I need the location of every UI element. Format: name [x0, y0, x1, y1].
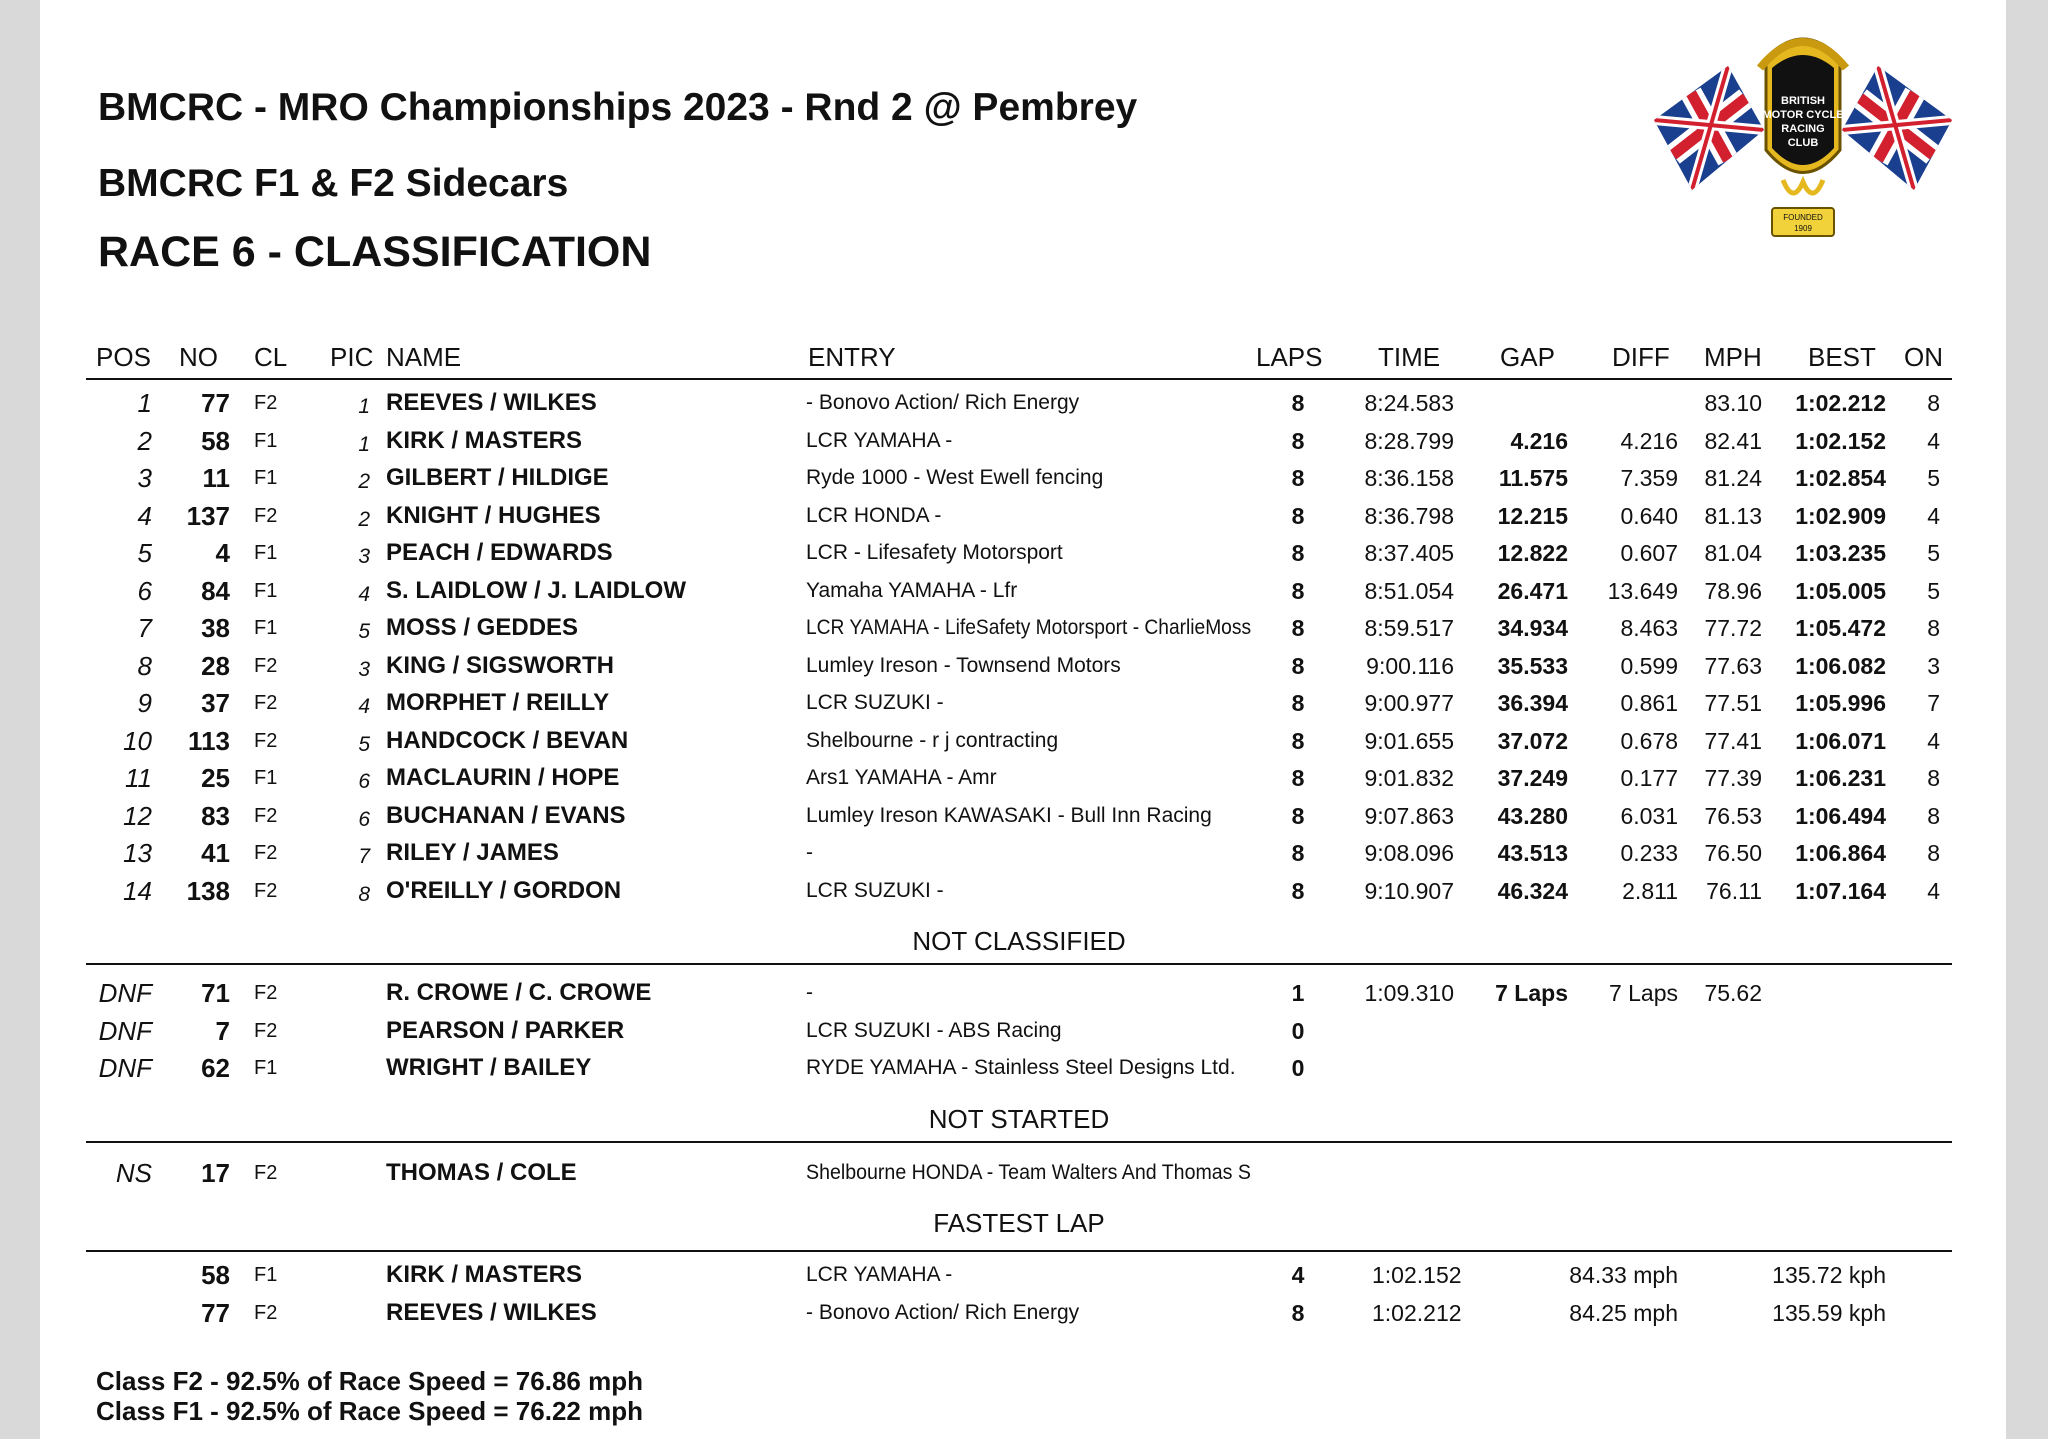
race-number: 62	[201, 1053, 230, 1083]
not-classified-row	[0, 1049, 2048, 1087]
col-laps: LAPS	[1256, 342, 1323, 372]
footer-f2-speed: Class F2 - 92.5% of Race Speed = 76.86 mph	[96, 1366, 643, 1396]
col-pic: PIC	[330, 342, 374, 372]
rider-names: KING / SIGSWORTH	[386, 651, 614, 679]
status: NS	[115, 1158, 152, 1188]
position: 11	[125, 763, 152, 793]
mph: 82.41	[1704, 427, 1762, 454]
race-time: 8:24.583	[1364, 390, 1454, 416]
race-time: 9:08.096	[1364, 840, 1454, 866]
mph: 77.51	[1704, 690, 1762, 716]
entry: LCR YAMAHA - LifeSafety Motorsport - CharlieMoss	[806, 616, 1252, 639]
mph: 77.41	[1704, 727, 1762, 754]
best-lap: 1:02.854	[1795, 465, 1886, 491]
not-started-row	[0, 1154, 2048, 1192]
race-time: 8:59.517	[1364, 615, 1454, 641]
speed-kph: 135.59 kph	[1772, 1299, 1886, 1326]
class: F1	[254, 542, 278, 564]
result-row	[0, 534, 2048, 572]
entry: Ryde 1000 - West Ewell fencing	[806, 466, 1104, 489]
position: 6	[137, 575, 152, 606]
class: F2	[254, 392, 278, 414]
race-number: 71	[201, 978, 230, 1008]
position: 1	[137, 388, 152, 418]
position-in-class: 2	[358, 507, 370, 531]
best-on-lap: 7	[1927, 690, 1940, 716]
position-in-class: 7	[358, 845, 370, 868]
position-in-class: 3	[358, 657, 370, 681]
race-number: 58	[201, 425, 230, 456]
rider-names: S. LAIDLOW / J. LAIDLOW	[386, 576, 686, 604]
position: 3	[137, 463, 152, 493]
race-time: 8:36.798	[1364, 502, 1454, 529]
col-time: TIME	[1378, 342, 1441, 372]
class: F1	[254, 1264, 278, 1286]
result-row	[0, 797, 2048, 835]
diff: 7 Laps	[1608, 980, 1678, 1006]
laps: 8	[1291, 877, 1305, 904]
class: F1	[254, 617, 278, 639]
entry: Yamaha YAMAHA - Lfr	[806, 578, 1018, 602]
class: F2	[254, 879, 278, 902]
race-number: 113	[188, 725, 230, 756]
position: 12	[123, 800, 152, 831]
logo-year: 1909	[1794, 224, 1812, 233]
entry: LCR SUZUKI - ABS Racing	[806, 1018, 1062, 1042]
rider-names: REEVES / WILKES	[386, 389, 597, 416]
best-on-lap: 5	[1927, 577, 1940, 604]
class: F2	[254, 504, 278, 527]
race-number: 84	[201, 575, 230, 606]
race-number: 37	[201, 688, 230, 718]
rider-names: HANDCOCK / BEVAN	[386, 726, 629, 754]
entry: Shelbourne HONDA - Team Walters And Thomas S	[806, 1161, 1251, 1184]
fastest-lap-row	[0, 1294, 2048, 1332]
position-in-class: 1	[358, 395, 370, 418]
status: DNF	[98, 1015, 152, 1046]
best-lap: 1:06.494	[1795, 802, 1886, 829]
best-lap: 1:06.082	[1795, 652, 1886, 679]
class: F1	[254, 467, 278, 489]
result-row	[0, 684, 2048, 722]
not-started-title: NOT STARTED	[928, 1104, 1110, 1134]
diff: 0.599	[1620, 652, 1678, 679]
class: F1	[254, 767, 278, 789]
rider-names: GILBERT / HILDIGE	[386, 464, 609, 491]
position-in-class: 6	[358, 807, 370, 831]
laps: 0	[1291, 1017, 1305, 1044]
diff: 0.607	[1620, 540, 1678, 566]
position: 5	[137, 538, 152, 568]
col-on: ON	[1904, 342, 1943, 372]
mph: 77.72	[1704, 615, 1762, 641]
best-on-lap: 8	[1927, 390, 1940, 416]
entry: - Bonovo Action/ Rich Energy	[806, 391, 1080, 414]
race-time: 9:01.832	[1364, 765, 1454, 791]
result-row	[0, 422, 2048, 460]
event-title: BMCRC - MRO Championships 2023 - Rnd 2 @ Pembrey	[98, 86, 1138, 129]
position-in-class: 3	[358, 545, 370, 568]
race-time: 8:37.405	[1364, 540, 1454, 566]
diff: 0.640	[1620, 502, 1678, 529]
mph: 81.13	[1704, 502, 1762, 529]
class: F2	[254, 729, 278, 752]
position-in-class: 5	[358, 620, 370, 643]
position: 14	[123, 875, 152, 906]
position: 10	[123, 725, 152, 756]
laps: 0	[1291, 1055, 1305, 1081]
diff: 0.177	[1620, 765, 1678, 791]
best-lap: 1:06.231	[1795, 765, 1886, 791]
fastest-lap-row	[0, 1256, 2048, 1294]
best-lap: 1:05.005	[1795, 577, 1886, 604]
race-number: 58	[201, 1260, 230, 1290]
result-row	[0, 459, 2048, 497]
rider-names: R. CROWE / C. CROWE	[386, 979, 652, 1006]
laps: 8	[1291, 427, 1305, 454]
result-row	[0, 647, 2048, 685]
rider-names: KNIGHT / HUGHES	[386, 501, 601, 529]
mph: 76.11	[1706, 877, 1762, 904]
diff: 7.359	[1620, 465, 1678, 491]
speed-mph: 84.25 mph	[1569, 1299, 1678, 1326]
race-time: 9:01.655	[1364, 727, 1454, 754]
rider-names: REEVES / WILKES	[386, 1298, 597, 1326]
laps: 8	[1291, 577, 1305, 604]
rider-names: MACLAURIN / HOPE	[386, 764, 620, 791]
best-lap: 1:05.996	[1795, 690, 1886, 716]
race-number: 17	[201, 1158, 230, 1188]
rider-names: MOSS / GEDDES	[386, 614, 579, 641]
race-time: 9:07.863	[1364, 802, 1454, 829]
best-lap: 1:02.909	[1795, 502, 1886, 529]
lap-time: 1:02.212	[1372, 1299, 1462, 1326]
gap: 34.934	[1497, 615, 1568, 641]
laps: 8	[1291, 765, 1305, 791]
position: 8	[137, 650, 152, 681]
race-number: 7	[215, 1015, 230, 1046]
entry: LCR YAMAHA -	[806, 428, 953, 452]
race-number: 138	[186, 875, 230, 906]
lap-number: 8	[1291, 1299, 1305, 1326]
rider-names: WRIGHT / BAILEY	[386, 1054, 592, 1081]
not-classified-row	[0, 974, 2048, 1012]
rider-names: O'REILLY / GORDON	[386, 876, 622, 904]
entry: LCR SUZUKI -	[806, 878, 944, 902]
position-in-class: 4	[358, 695, 370, 718]
laps: 8	[1291, 390, 1305, 416]
race-number: 4	[215, 538, 230, 568]
position: 7	[137, 613, 152, 643]
entry: Lumley Ireson KAWASAKI - Bull Inn Racing	[806, 803, 1212, 827]
gap: 35.533	[1497, 652, 1568, 679]
entry: LCR HONDA -	[806, 503, 942, 527]
race-time: 9:00.116	[1366, 652, 1454, 679]
result-row	[0, 497, 2048, 535]
union-flag-left-icon	[1648, 60, 1778, 200]
best-lap: 1:02.212	[1795, 390, 1886, 416]
class: F2	[254, 654, 278, 677]
laps: 1	[1291, 980, 1305, 1006]
race-number: 77	[201, 388, 230, 418]
best-on-lap: 4	[1927, 502, 1940, 529]
diff: 0.678	[1620, 727, 1678, 754]
rider-names: BUCHANAN / EVANS	[386, 801, 626, 829]
diff: 13.649	[1607, 577, 1678, 604]
union-flag-right-icon	[1828, 60, 1958, 200]
entry: Shelbourne - r j contracting	[806, 728, 1059, 752]
entry: Lumley Ireson - Townsend Motors	[806, 653, 1121, 677]
class: F2	[254, 1019, 278, 1042]
col-gap: GAP	[1500, 342, 1555, 372]
speed-mph: 84.33 mph	[1569, 1262, 1678, 1288]
diff: 8.463	[1620, 615, 1678, 641]
mph: 83.10	[1704, 390, 1762, 416]
not-started-rule	[86, 1141, 1952, 1143]
rider-names: MORPHET / REILLY	[386, 689, 610, 716]
best-on-lap: 8	[1927, 840, 1940, 866]
position: 9	[137, 688, 152, 718]
class: F2	[254, 842, 278, 864]
position-in-class: 4	[358, 582, 370, 606]
class: F1	[254, 1057, 278, 1079]
entry: -	[806, 981, 813, 1004]
footer-f1-speed: Class F1 - 92.5% of Race Speed = 76.22 mph	[96, 1396, 643, 1426]
gap: 37.072	[1497, 727, 1568, 754]
race-number: 83	[201, 800, 230, 831]
gap: 12.215	[1497, 502, 1568, 529]
class: F2	[254, 1301, 278, 1324]
diff: 2.811	[1622, 877, 1678, 904]
fastest-lap-rule	[86, 1250, 1952, 1252]
race-number: 137	[186, 500, 230, 531]
race-time: 1:09.310	[1364, 980, 1454, 1006]
position-in-class: 2	[358, 470, 370, 493]
result-row	[0, 384, 2048, 422]
logo-text-line1: BRITISH	[1781, 95, 1825, 107]
race-number: 38	[201, 613, 230, 643]
mph: 77.63	[1704, 652, 1762, 679]
mph: 75.62	[1704, 980, 1762, 1006]
rider-names: THOMAS / COLE	[386, 1159, 577, 1186]
laps: 8	[1291, 540, 1305, 566]
result-row	[0, 834, 2048, 872]
laps: 8	[1291, 465, 1305, 491]
position-in-class: 8	[358, 882, 370, 906]
best-on-lap: 5	[1927, 540, 1940, 566]
best-on-lap: 8	[1927, 765, 1940, 791]
position: 4	[137, 500, 152, 531]
best-on-lap: 3	[1927, 652, 1940, 679]
status: DNF	[98, 1053, 152, 1083]
best-lap: 1:05.472	[1795, 615, 1886, 641]
mph: 76.50	[1704, 840, 1762, 866]
gap: 4.216	[1510, 427, 1568, 454]
laps: 8	[1291, 690, 1305, 716]
logo-text-line2: MOTOR CYCLE	[1762, 109, 1844, 121]
diff: 4.216	[1620, 427, 1678, 454]
diff: 0.861	[1620, 690, 1678, 716]
rider-names: PEARSON / PARKER	[386, 1016, 625, 1044]
best-on-lap: 4	[1927, 727, 1940, 754]
entry: -	[806, 841, 813, 864]
not-classified-title: NOT CLASSIFIED	[912, 926, 1126, 956]
diff: 0.233	[1620, 840, 1678, 866]
position: 13	[123, 838, 152, 868]
mph: 81.24	[1704, 465, 1762, 491]
race-number: 77	[201, 1297, 230, 1328]
fastest-lap-title: FASTEST LAP	[933, 1208, 1105, 1238]
entry: LCR SUZUKI -	[806, 691, 944, 714]
class: F2	[254, 692, 278, 714]
bmcrc-logo	[1648, 20, 1958, 250]
laps: 8	[1291, 652, 1305, 679]
entry: LCR - Lifesafety Motorsport	[806, 541, 1063, 564]
class: F2	[254, 804, 278, 827]
race-time: 8:28.799	[1364, 427, 1454, 454]
lap-number: 4	[1291, 1262, 1305, 1288]
laps: 8	[1291, 727, 1305, 754]
gap: 43.280	[1497, 802, 1568, 829]
mph: 76.53	[1704, 802, 1762, 829]
class: F2	[254, 982, 278, 1004]
logo-text-line4: CLUB	[1787, 137, 1819, 149]
race-number: 25	[201, 763, 230, 793]
race-number: 41	[201, 838, 230, 868]
col-best: BEST	[1808, 342, 1876, 372]
mph: 77.39	[1704, 765, 1762, 791]
class: F2	[254, 1162, 278, 1184]
gap: 7 Laps	[1495, 980, 1568, 1006]
race-time: 9:00.977	[1364, 690, 1454, 716]
entry: LCR YAMAHA -	[806, 1263, 953, 1286]
race-number: 11	[202, 463, 230, 493]
best-on-lap: 5	[1927, 465, 1940, 491]
best-lap: 1:06.071	[1795, 727, 1886, 754]
result-row	[0, 759, 2048, 797]
class: F1	[254, 579, 278, 602]
speed-kph: 135.72 kph	[1772, 1262, 1886, 1288]
entry: RYDE YAMAHA - Stainless Steel Designs Ltd.	[806, 1056, 1236, 1079]
result-row	[0, 609, 2048, 647]
race-time: 9:10.907	[1364, 877, 1454, 904]
col-diff: DIFF	[1612, 342, 1670, 372]
result-row	[0, 572, 2048, 610]
race-time: 8:51.054	[1364, 577, 1454, 604]
gap: 37.249	[1497, 765, 1568, 791]
best-lap: 1:02.152	[1795, 427, 1886, 454]
laps: 8	[1291, 802, 1305, 829]
not-classified-row	[0, 1012, 2048, 1050]
result-row	[0, 722, 2048, 760]
gap: 26.471	[1497, 577, 1568, 604]
class: F1	[254, 429, 278, 452]
race-time: 8:36.158	[1364, 465, 1454, 491]
logo-founded: FOUNDED	[1783, 213, 1823, 222]
col-name: NAME	[386, 342, 462, 372]
position: 2	[137, 425, 152, 456]
logo-text-line3: RACING	[1781, 123, 1825, 135]
race-title: RACE 6 - CLASSIFICATION	[98, 228, 652, 276]
col-entry: ENTRY	[808, 342, 896, 372]
not-classified-rule	[86, 963, 1952, 965]
lap-time: 1:02.152	[1372, 1262, 1462, 1288]
laps: 8	[1291, 502, 1305, 529]
best-on-lap: 4	[1927, 427, 1940, 454]
race-number: 28	[201, 650, 230, 681]
result-row	[0, 872, 2048, 910]
status: DNF	[98, 978, 152, 1008]
mph: 81.04	[1704, 540, 1762, 566]
rider-names: RILEY / JAMES	[386, 839, 559, 866]
laps: 8	[1291, 615, 1305, 641]
gap: 11.575	[1498, 465, 1568, 491]
position-in-class: 1	[358, 432, 370, 456]
class-title: BMCRC F1 & F2 Sidecars	[98, 162, 569, 205]
position-in-class: 5	[358, 732, 370, 756]
gap: 36.394	[1497, 690, 1568, 716]
rider-names: KIRK / MASTERS	[386, 1261, 583, 1288]
position-in-class: 6	[358, 770, 370, 793]
best-lap: 1:06.864	[1795, 840, 1886, 866]
col-pos: POS	[96, 342, 151, 372]
best-lap: 1:03.235	[1795, 540, 1886, 566]
gap: 12.822	[1497, 540, 1568, 566]
best-on-lap: 8	[1927, 615, 1940, 641]
header-rule	[86, 378, 1952, 380]
best-on-lap: 8	[1927, 802, 1940, 829]
entry: Ars1 YAMAHA - Amr	[806, 766, 997, 789]
best-lap: 1:07.164	[1795, 877, 1886, 904]
col-mph: MPH	[1704, 342, 1762, 372]
mph: 78.96	[1704, 577, 1762, 604]
col-cl: CL	[254, 342, 288, 372]
entry: - Bonovo Action/ Rich Energy	[806, 1300, 1080, 1324]
col-no: NO	[179, 342, 218, 372]
laps: 8	[1291, 840, 1305, 866]
gap: 43.513	[1497, 840, 1568, 866]
best-on-lap: 4	[1927, 877, 1940, 904]
gap: 46.324	[1497, 877, 1568, 904]
diff: 6.031	[1620, 802, 1678, 829]
rider-names: PEACH / EDWARDS	[386, 539, 613, 566]
rider-names: KIRK / MASTERS	[386, 426, 583, 454]
